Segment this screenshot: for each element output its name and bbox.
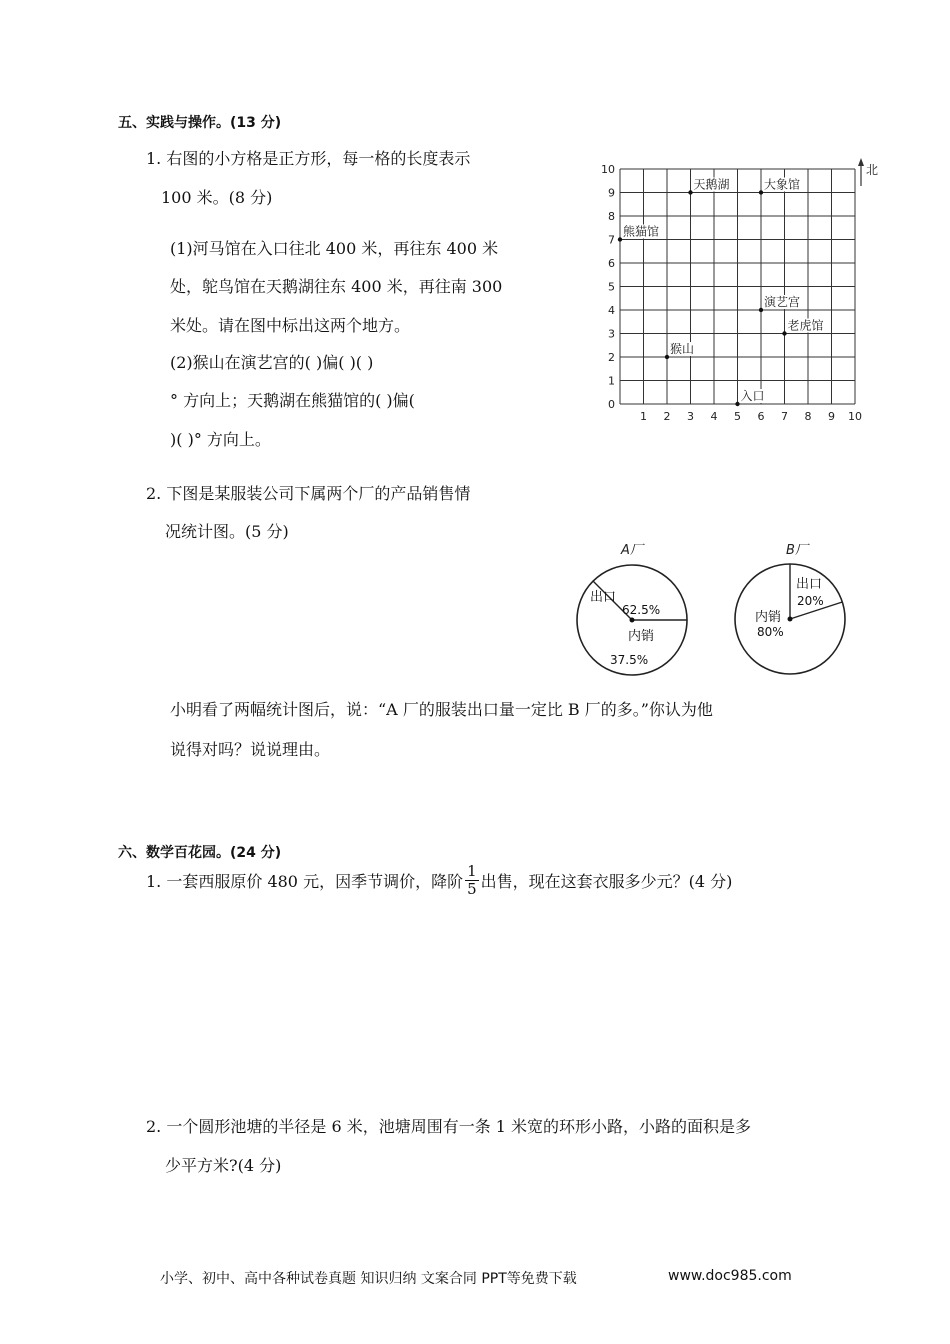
x-tick-label: 4: [710, 410, 718, 423]
pie-chart-a: [566, 534, 696, 682]
s6-q1-frac-num: 1: [467, 861, 477, 880]
place-label: 大象馆: [764, 177, 801, 192]
q2-question-line2: 说得对吗？说说理由。: [170, 740, 331, 759]
y-tick-label: 9: [608, 186, 615, 200]
q1-line1: 1. 右图的小方格是正方形，每一格的长度表示: [146, 149, 471, 168]
q1-line2: 100 米。(8 分): [161, 188, 273, 207]
pie-slice-label: 出口: [796, 577, 823, 592]
footer-text: 小学、初中、高中各种试卷真题 知识归纳 文案合同 PPT等免费下载: [160, 1271, 577, 1287]
y-tick-label: 4: [608, 304, 615, 317]
x-tick-label: 1: [640, 410, 647, 423]
y-tick-label: 6: [608, 257, 615, 270]
place-label: 演艺宫: [764, 295, 801, 309]
pie-slice-value: 20%: [797, 594, 824, 608]
s6-q1-frac-den: 5: [467, 879, 477, 898]
s6-q1-fraction: [465, 863, 479, 898]
x-tick-label: 3: [687, 410, 694, 423]
y-tick-label: 8: [608, 210, 615, 223]
x-tick-label: 5: [734, 410, 741, 423]
y-tick-label: 3: [608, 327, 615, 341]
pie-center: [630, 618, 635, 623]
q1-sub2-line3: )( )° 方向上。: [170, 430, 271, 449]
y-tick-label: 7: [608, 233, 615, 247]
pie-b-title: B厂: [786, 543, 808, 558]
x-tick-label: 2: [663, 410, 671, 423]
s6-q1-after: 出售，现在这套衣服多少元？(4 分): [480, 871, 733, 891]
pie-chart-b: [733, 534, 863, 682]
pie-slice-label: 出口: [590, 590, 617, 605]
y-tick-label: 10: [601, 163, 615, 176]
s6-q2-line1: 2. 一个圆形池塘的半径是 6 米，池塘周围有一条 1 米宽的环形小路，小路的面积是多: [146, 1117, 752, 1136]
pie-slice-label: 内销: [628, 629, 655, 644]
y-tick-label: 1: [608, 374, 615, 388]
pie-slice-value: 37.5%: [610, 653, 649, 667]
pie-a-title: A厂: [621, 543, 643, 558]
section6-heading: 六、数学百花园。(24 分): [118, 845, 282, 861]
place-label: 入口: [740, 389, 765, 403]
place-dot: [618, 237, 622, 241]
place-dot: [759, 190, 763, 194]
s6-q1-before: 1. 一套西服原价 480 元，因季节调价，降阶: [146, 871, 464, 891]
q1-sub1-line1: (1)河马馆在入口往北 400 米，再往东 400 米: [170, 239, 499, 258]
q2-question-line1: 小明看了两幅统计图后，说：“A 厂的服装出口量一定比 B 厂的多。”你认为他: [170, 700, 713, 719]
q1-sub1-line2: 处，鸵鸟馆在天鹅湖往东 400 米，再往南 300: [170, 277, 503, 296]
pie-slice-value: 80%: [757, 625, 784, 639]
place-label: 天鹅湖: [693, 177, 730, 192]
north-label: 北: [866, 163, 878, 177]
q1-sub2-line1: (2)猴山在演艺宫的( )偏( )( ): [170, 353, 374, 372]
x-tick-label: 9: [828, 410, 835, 423]
q2-line2: 况统计图。(5 分): [165, 522, 289, 541]
place-dot: [688, 190, 692, 194]
x-tick-label: 10: [848, 410, 862, 423]
north-arrow: [858, 158, 878, 186]
place-label: 猴山: [670, 342, 695, 356]
place-label: 老虎馆: [787, 318, 824, 333]
y-tick-label: 2: [608, 351, 615, 364]
q1-sub1-line3: 米处。请在图中标出这两个地方。: [170, 316, 411, 335]
zoo-grid-map: [598, 152, 878, 432]
pie-slice-value: 62.5%: [622, 603, 661, 617]
place-dot: [759, 308, 763, 312]
place-label: 熊猫馆: [623, 224, 660, 239]
x-tick-label: 8: [804, 410, 812, 423]
q1-sub2-line2: ° 方向上；天鹅湖在熊猫馆的( )偏(: [170, 391, 415, 410]
section5-heading: 五、实践与操作。(13 分): [118, 115, 282, 131]
pie-slice-label: 内销: [755, 610, 782, 625]
place-dot: [782, 331, 786, 335]
pie-center: [788, 617, 793, 622]
y-tick-label: 0: [608, 398, 615, 411]
footer-url[interactable]: www.doc985.com: [668, 1268, 792, 1284]
x-tick-label: 7: [781, 410, 788, 423]
x-tick-label: 6: [757, 410, 765, 423]
place-dot: [665, 355, 669, 359]
place-dot: [735, 402, 739, 406]
y-tick-label: 5: [608, 280, 615, 294]
q2-line1: 2. 下图是某服装公司下属两个厂的产品销售情: [146, 484, 471, 503]
s6-q2-line2: 少平方米?(4 分): [165, 1156, 282, 1175]
s6-q1: [146, 860, 732, 900]
